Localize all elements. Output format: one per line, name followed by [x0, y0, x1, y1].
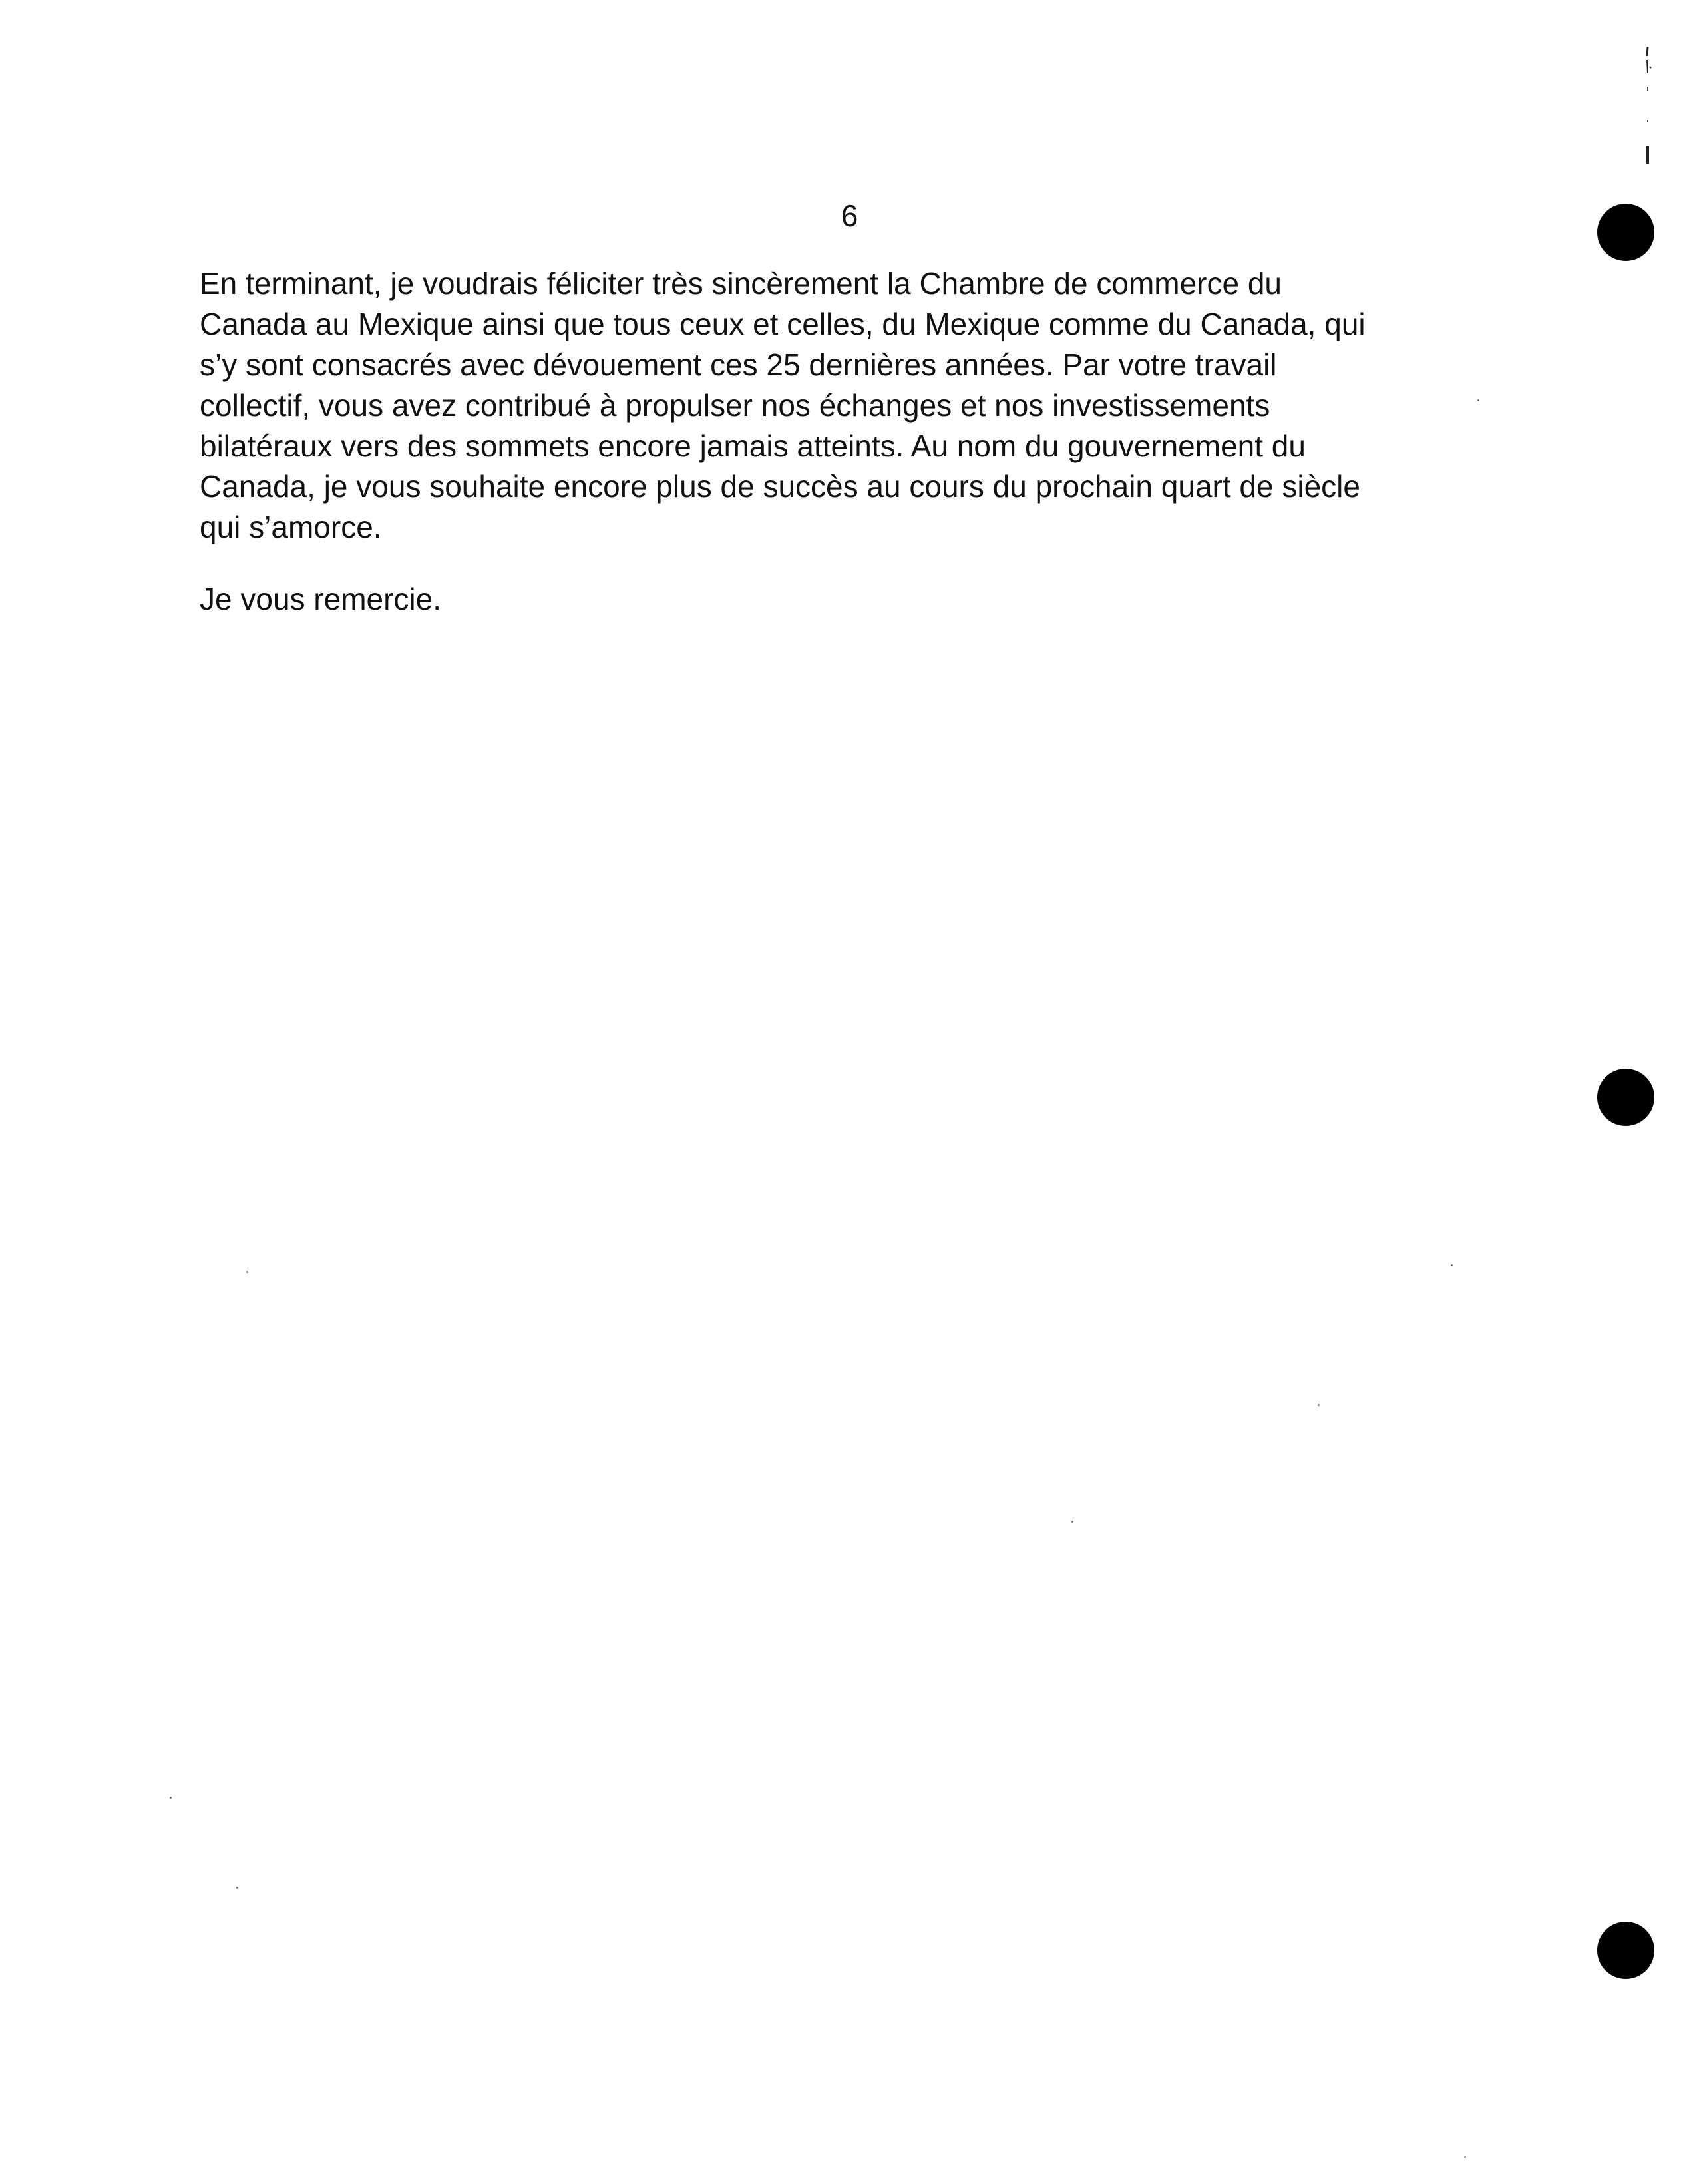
punch-hole-bottom: [1597, 1922, 1654, 1979]
punch-hole-middle: [1597, 1069, 1654, 1126]
page-number: 6: [841, 198, 858, 233]
scan-speck: [1477, 399, 1479, 401]
scan-speck: [170, 1797, 172, 1799]
closing-paragraph: En terminant, je voudrais féliciter très sincèrement la Chambre de commerce du Canada au Mexique ainsi que tous ceux et celles, du Mexique comme du Canada, qui s’y sont consacrés avec dévouement ces 25 dernières années. Par votre travail collectif, vous avez contribué à propulser nos échanges et nos investissements bilatéraux vers des sommets encore jamais atteints. Au nom du gouvernement du Canada, je vous souhaite encore plus de succès au cours du prochain quart de siècle qui s’amorce.: [200, 266, 1366, 544]
punch-hole-top: [1597, 204, 1654, 261]
scan-speck: [236, 1887, 238, 1889]
closing-remark: Je vous remercie.: [200, 582, 442, 616]
scan-edge-marks: [1644, 47, 1653, 173]
scan-speck: [1071, 1521, 1073, 1523]
scan-speck: [1464, 2156, 1466, 2158]
scan-speck: [1318, 1404, 1320, 1406]
scan-speck: [246, 1271, 248, 1273]
scan-speck: [1451, 1264, 1453, 1266]
